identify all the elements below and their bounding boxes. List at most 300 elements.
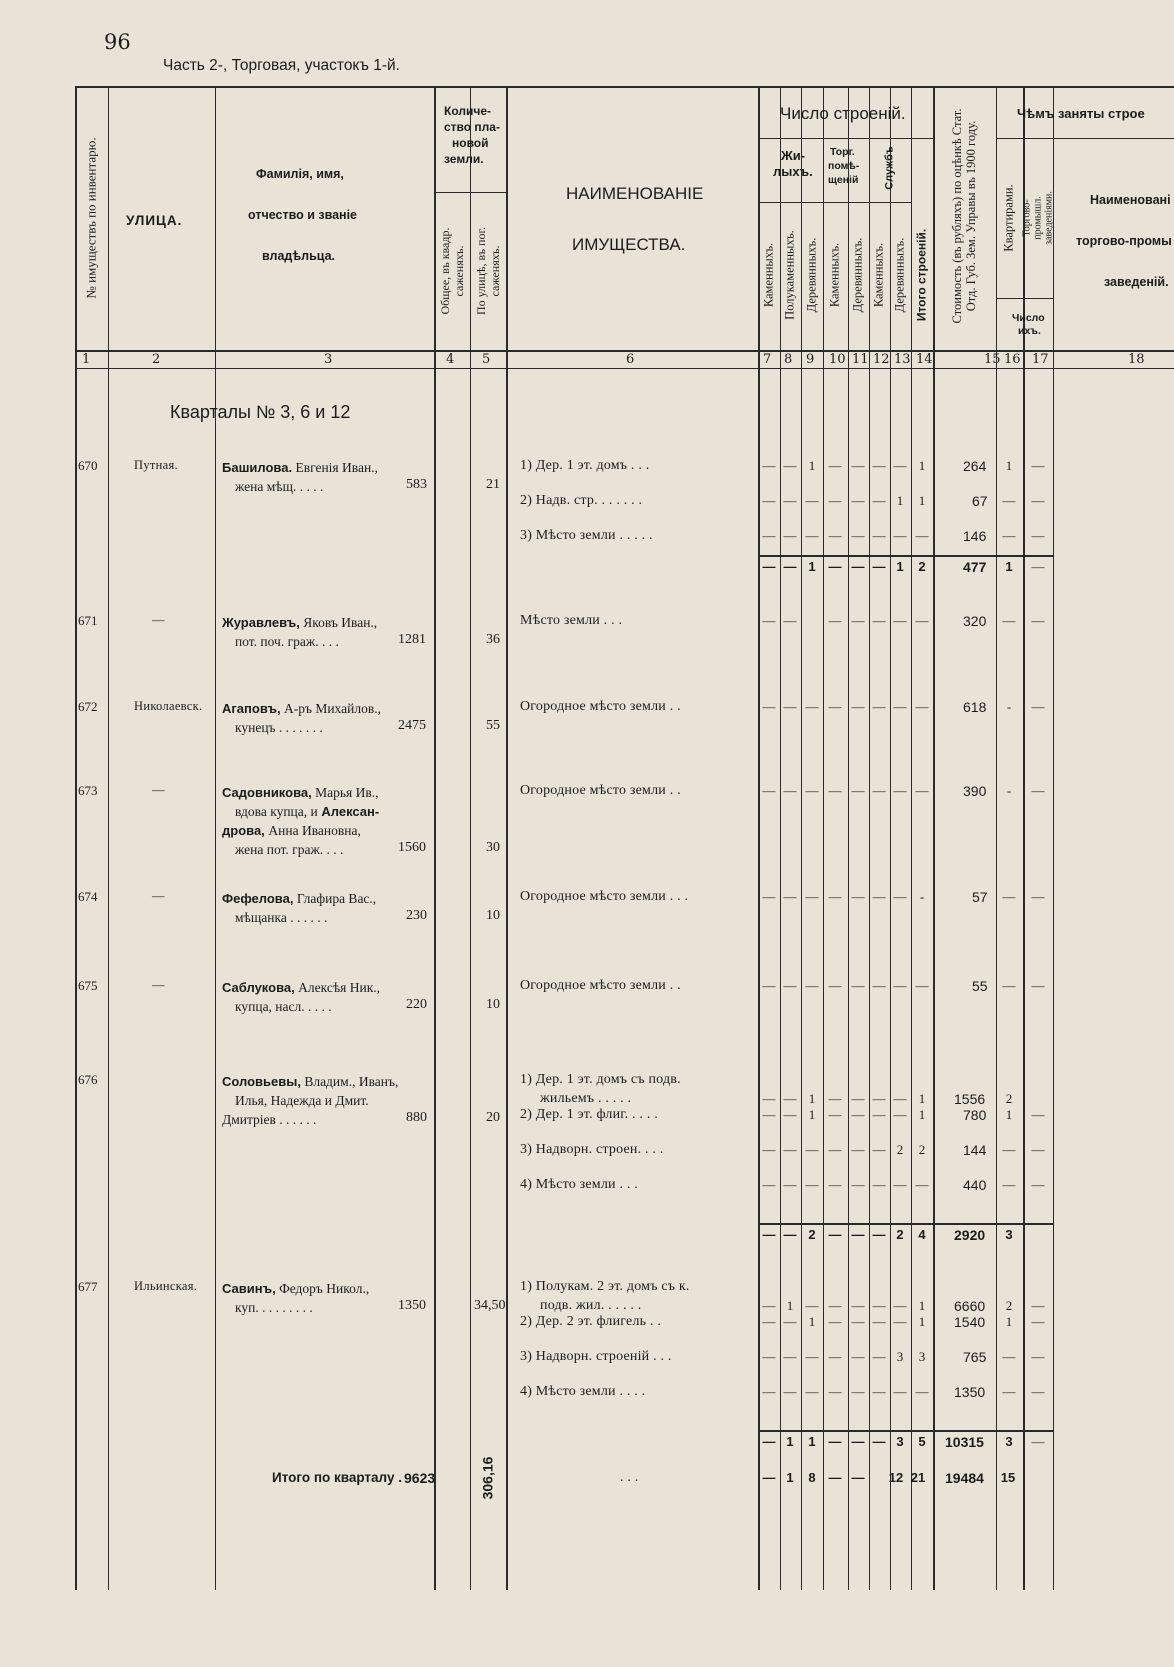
street-name: Путная. bbox=[134, 458, 178, 472]
subtotal-count: 3 bbox=[896, 1434, 904, 1449]
owner-line: кунецъ . . . . . . . bbox=[235, 720, 323, 735]
owner-given-name: Яковъ Иван., bbox=[299, 615, 378, 630]
apartments-count: 1 bbox=[1005, 1107, 1013, 1122]
column-rule-6 bbox=[506, 86, 508, 1590]
quarter-total-count: — bbox=[828, 1470, 842, 1485]
subtotal-count: — bbox=[783, 1227, 797, 1242]
owner-given-name: Владим., Иванъ, bbox=[300, 1074, 399, 1089]
header-buildings-group: Число строеній. bbox=[780, 104, 906, 123]
column-number-2: 2 bbox=[152, 352, 161, 367]
building-count: — bbox=[851, 783, 865, 798]
building-count: — bbox=[783, 1177, 797, 1192]
owner-surname: Соловьевы, bbox=[222, 1074, 301, 1089]
owner-line: пот. поч. граж. . . . bbox=[235, 634, 339, 649]
column-number-13: 13 bbox=[894, 352, 911, 367]
owner-line: куп. . . . . . . . . bbox=[235, 1300, 313, 1315]
building-count: — bbox=[851, 699, 865, 714]
property-item: 1) Дер. 1 эт. домъ . . . bbox=[520, 458, 650, 473]
building-count: 1 bbox=[918, 1107, 926, 1122]
building-count: — bbox=[893, 458, 907, 473]
column-number-4: 4 bbox=[446, 352, 455, 367]
valuation: 780 bbox=[963, 1107, 987, 1123]
header-property-2: ИМУЩЕСТВА. bbox=[572, 235, 686, 254]
building-count: 1 bbox=[896, 493, 904, 508]
building-count: — bbox=[851, 493, 865, 508]
building-count: — bbox=[851, 1142, 865, 1157]
subtotal-count: — bbox=[762, 1227, 776, 1242]
valuation: 264 bbox=[963, 458, 987, 474]
building-count: — bbox=[893, 613, 907, 628]
building-count: 1 bbox=[808, 1107, 816, 1122]
owner-surname: Фефелова, bbox=[222, 891, 294, 906]
header-living-2: лыхъ. bbox=[773, 164, 813, 179]
owner-line: мѣщанка . . . . . . bbox=[235, 910, 328, 925]
header-land-3: новой bbox=[452, 136, 489, 150]
building-count: — bbox=[762, 528, 776, 543]
page-number: 96 bbox=[104, 30, 131, 54]
owner-surname: Садовникова, bbox=[222, 785, 312, 800]
apartments-count: — bbox=[1002, 1177, 1016, 1192]
entry-number: 675 bbox=[78, 978, 98, 993]
trade-count: — bbox=[1031, 1107, 1045, 1122]
valuation: 6660 bbox=[954, 1298, 986, 1314]
building-count: — bbox=[851, 613, 865, 628]
owner-surname: Савинъ, bbox=[222, 1281, 276, 1296]
building-count: — bbox=[783, 458, 797, 473]
quarter-total-dots: . . . bbox=[620, 1470, 639, 1485]
building-count: — bbox=[828, 783, 842, 798]
apartments-count: — bbox=[1002, 528, 1016, 543]
header-land-2: ство пла- bbox=[444, 120, 500, 134]
header-owner-1: Фамилія, имя, bbox=[256, 167, 344, 181]
column-number-3: 3 bbox=[324, 352, 333, 367]
building-count: — bbox=[828, 1349, 842, 1364]
subtotal-trade: — bbox=[1031, 1434, 1045, 1449]
building-count: — bbox=[762, 1298, 776, 1313]
header-c17: Торгово-промышл. заведеніями. bbox=[1021, 191, 1055, 245]
header-c7: Каменныхъ. bbox=[761, 242, 776, 308]
entry-number: 677 bbox=[78, 1279, 98, 1294]
header-trade-1: Торг. bbox=[830, 146, 855, 158]
subtotal-rule bbox=[758, 555, 1053, 557]
property-item: 4) Мѣсто земли . . . bbox=[520, 1177, 638, 1192]
owner-line: жена мѣщ. . . . . bbox=[235, 479, 324, 494]
subtotal-count: — bbox=[851, 559, 865, 574]
owner-detail bbox=[235, 997, 332, 1016]
building-count: — bbox=[805, 889, 819, 904]
owner-name bbox=[222, 458, 378, 477]
buildings-subheader-rule bbox=[758, 138, 933, 139]
land-area: 1281 bbox=[398, 632, 426, 647]
street-name: — bbox=[152, 783, 165, 797]
owner-line: купца, насл. . . . . bbox=[235, 999, 332, 1014]
trade-count: — bbox=[1031, 889, 1045, 904]
subtotal-count: — bbox=[872, 1227, 886, 1242]
entry-number: 676 bbox=[78, 1072, 98, 1087]
subtotal-count: — bbox=[828, 1434, 842, 1449]
building-count: — bbox=[915, 613, 929, 628]
subtotal-count: — bbox=[872, 1434, 886, 1449]
subtotal-count: 2 bbox=[808, 1227, 816, 1242]
header-col4: Общее, въ квадр. саженяхъ. bbox=[438, 227, 466, 315]
building-count: — bbox=[805, 1349, 819, 1364]
building-count: — bbox=[783, 1107, 797, 1122]
building-count: — bbox=[805, 1298, 819, 1313]
apartments-count: — bbox=[1002, 493, 1016, 508]
building-count: — bbox=[893, 528, 907, 543]
property-item: Огородное мѣсто земли . . bbox=[520, 699, 681, 714]
property-item-cont: жильемъ . . . . . bbox=[540, 1091, 632, 1106]
quarter-total-count: — bbox=[851, 1470, 865, 1485]
header-trade-3: щеній bbox=[828, 174, 859, 186]
building-count: — bbox=[828, 1177, 842, 1192]
building-count: — bbox=[851, 458, 865, 473]
entry-number: 670 bbox=[78, 458, 98, 473]
owner-name bbox=[222, 613, 377, 632]
subtotal-valuation: 2920 bbox=[954, 1227, 986, 1243]
subtotal-count: — bbox=[828, 1227, 842, 1242]
entry-number: 672 bbox=[78, 699, 98, 714]
building-count: — bbox=[828, 1384, 842, 1399]
column-number-9: 9 bbox=[806, 352, 815, 367]
street-name: — bbox=[152, 613, 165, 627]
header-c11: Деревянныхъ. bbox=[850, 237, 865, 313]
header-c9: Деревянныхъ. bbox=[804, 237, 819, 313]
building-count: 1 bbox=[918, 1298, 926, 1313]
building-count: — bbox=[872, 889, 886, 904]
quarter-total-valuation: 19484 bbox=[945, 1470, 984, 1486]
owner-line: Дмитріев . . . . . . bbox=[222, 1112, 317, 1127]
building-count: — bbox=[828, 528, 842, 543]
subtotal-count: 1 bbox=[808, 1434, 816, 1449]
running-title: Часть 2-, Торговая, участокъ 1-й. bbox=[163, 57, 400, 74]
building-count: — bbox=[851, 1107, 865, 1122]
building-count: — bbox=[872, 783, 886, 798]
building-count: — bbox=[893, 1177, 907, 1192]
column-rule-9 bbox=[801, 86, 802, 1590]
building-count: — bbox=[851, 889, 865, 904]
column-number-12: 12 bbox=[873, 352, 890, 367]
header-property-1: НАИМЕНОВАНІЕ bbox=[566, 184, 704, 203]
property-item: 4) Мѣсто земли . . . . bbox=[520, 1384, 646, 1399]
owner-name bbox=[222, 783, 379, 802]
quarter-total-front: 306,16 bbox=[479, 1456, 496, 1500]
building-count: — bbox=[893, 699, 907, 714]
apartments-count: — bbox=[1002, 1142, 1016, 1157]
apartments-count: — bbox=[1002, 1384, 1016, 1399]
owner-detail bbox=[235, 477, 323, 496]
valuation: 1350 bbox=[954, 1384, 986, 1400]
trade-count: — bbox=[1031, 699, 1045, 714]
quarter-total-area: 9623 bbox=[404, 1470, 436, 1486]
column-rule-7 bbox=[758, 86, 760, 1590]
trade-count: — bbox=[1031, 1142, 1045, 1157]
header-count-1: Число bbox=[1012, 312, 1045, 324]
building-count: — bbox=[762, 1384, 776, 1399]
building-count: — bbox=[851, 1091, 865, 1106]
header-c8: Полукаменныхъ. bbox=[782, 230, 797, 320]
building-count: — bbox=[783, 889, 797, 904]
valuation: 440 bbox=[963, 1177, 987, 1193]
column-number-1: 1 bbox=[82, 352, 91, 367]
building-count: — bbox=[851, 1298, 865, 1313]
building-count: — bbox=[783, 1314, 797, 1329]
valuation: 55 bbox=[972, 978, 988, 994]
land-area: 880 bbox=[406, 1110, 427, 1125]
building-count: — bbox=[762, 699, 776, 714]
owner-name bbox=[222, 889, 376, 908]
building-count: — bbox=[783, 1142, 797, 1157]
subtotal-count: 2 bbox=[896, 1227, 904, 1242]
building-count: — bbox=[915, 978, 929, 993]
building-count: — bbox=[872, 1384, 886, 1399]
building-count: — bbox=[851, 1314, 865, 1329]
owner-detail bbox=[222, 821, 361, 840]
quarter-total-count: 1 bbox=[786, 1470, 794, 1485]
trade-count: — bbox=[1031, 1298, 1045, 1313]
trade-count: — bbox=[1031, 458, 1045, 473]
column-number-8: 8 bbox=[784, 352, 793, 367]
subtotal-count: — bbox=[762, 1434, 776, 1449]
subtotal-apartments: 3 bbox=[1005, 1227, 1013, 1242]
building-count: — bbox=[783, 1349, 797, 1364]
owner-detail bbox=[235, 1091, 369, 1110]
building-count: — bbox=[805, 493, 819, 508]
subtotal-trade: — bbox=[1031, 559, 1045, 574]
building-count: — bbox=[893, 1384, 907, 1399]
co-owner-surname: Алексан- bbox=[317, 804, 380, 819]
trade-count: — bbox=[1031, 783, 1045, 798]
entry-number: 671 bbox=[78, 613, 98, 628]
owner-name bbox=[222, 699, 381, 718]
property-item: 1) Дер. 1 эт. домъ съ подв. bbox=[520, 1072, 681, 1087]
building-count: — bbox=[828, 699, 842, 714]
building-count: — bbox=[851, 978, 865, 993]
building-count: — bbox=[805, 978, 819, 993]
street-frontage: 36 bbox=[486, 632, 500, 647]
header-owner-2: отчество и званіе bbox=[248, 208, 358, 222]
valuation: 57 bbox=[972, 889, 988, 905]
column-rule-4 bbox=[434, 86, 436, 1590]
building-count: — bbox=[762, 613, 776, 628]
header-occupied-group: Чѣмъ заняты строе bbox=[1017, 106, 1145, 121]
building-count: — bbox=[828, 1314, 842, 1329]
trade-count: — bbox=[1031, 1384, 1045, 1399]
building-count: 1 bbox=[918, 1314, 926, 1329]
building-count: 2 bbox=[918, 1142, 926, 1157]
building-count: — bbox=[783, 699, 797, 714]
property-item: 2) Надв. стр. . . . . . . bbox=[520, 493, 643, 508]
subtotal-count: — bbox=[828, 559, 842, 574]
subtotal-count: — bbox=[851, 1227, 865, 1242]
co-owner-surname: дрова, bbox=[222, 823, 269, 838]
valuation: 146 bbox=[963, 528, 987, 544]
building-count: — bbox=[805, 783, 819, 798]
apartments-count: 1 bbox=[1005, 1314, 1013, 1329]
land-subheader-rule bbox=[434, 192, 506, 193]
owner-surname: Журавлевъ, bbox=[222, 615, 300, 630]
building-count: — bbox=[828, 1107, 842, 1122]
valuation: 1540 bbox=[954, 1314, 986, 1330]
building-count: 2 bbox=[896, 1142, 904, 1157]
trade-count: — bbox=[1031, 1314, 1045, 1329]
owner-given-name: Федоръ Никол., bbox=[275, 1281, 370, 1296]
column-number-15: 15 bbox=[984, 352, 1001, 367]
header-c16: Квартирами. bbox=[1001, 184, 1016, 252]
header-owner-3: владѣльца. bbox=[262, 249, 336, 263]
owner-name bbox=[222, 1072, 398, 1091]
building-count: — bbox=[783, 978, 797, 993]
building-count: — bbox=[828, 1298, 842, 1313]
header-c10: Каменныхъ. bbox=[827, 242, 842, 308]
owner-given-name: Евгенія Иван., bbox=[292, 460, 378, 475]
building-count: — bbox=[893, 1091, 907, 1106]
trade-count: — bbox=[1031, 493, 1045, 508]
owner-detail bbox=[235, 718, 323, 737]
building-count: — bbox=[762, 458, 776, 473]
owner-detail bbox=[235, 632, 339, 651]
owner-given-name: Глафира Вас., bbox=[293, 891, 377, 906]
column-rule-15 bbox=[933, 86, 935, 1590]
column-rule-5 bbox=[470, 86, 471, 1590]
subtotal-count: 1 bbox=[896, 559, 904, 574]
column-rule-18 bbox=[1053, 86, 1054, 1590]
property-item: 3) Мѣсто земли . . . . . bbox=[520, 528, 653, 543]
building-count: — bbox=[783, 528, 797, 543]
street-frontage bbox=[474, 1298, 506, 1314]
building-count: — bbox=[872, 978, 886, 993]
column-number-6: 6 bbox=[626, 352, 635, 367]
building-count: — bbox=[851, 528, 865, 543]
valuation: 1556 bbox=[954, 1091, 986, 1107]
building-count: — bbox=[828, 978, 842, 993]
property-item: 1) Полукам. 2 эт. домъ съ к. bbox=[520, 1279, 690, 1294]
owner-surname: Агаповъ, bbox=[222, 701, 281, 716]
quarter-total-apartments: 15 bbox=[1000, 1470, 1016, 1485]
building-count: — bbox=[872, 699, 886, 714]
building-count: — bbox=[893, 783, 907, 798]
building-count: — bbox=[828, 1142, 842, 1157]
apartments-count: 2 bbox=[1005, 1298, 1013, 1313]
quarter-total-count: 12 bbox=[888, 1470, 904, 1485]
table-top-rule bbox=[75, 86, 1174, 88]
subtotal-count: 4 bbox=[918, 1227, 926, 1242]
trade-count: — bbox=[1031, 978, 1045, 993]
owner-given-name: Марья Ив., bbox=[311, 785, 379, 800]
street-name: Николаевск. bbox=[134, 699, 203, 713]
building-count: — bbox=[872, 1298, 886, 1313]
column-rule-8 bbox=[780, 86, 781, 1590]
building-count: — bbox=[872, 1142, 886, 1157]
land-area: 583 bbox=[406, 477, 427, 492]
apartments-count: — bbox=[1002, 978, 1016, 993]
building-count: 1 bbox=[808, 1314, 816, 1329]
building-count: — bbox=[762, 1107, 776, 1122]
column-number-7: 7 bbox=[763, 352, 772, 367]
column-rule-3 bbox=[215, 86, 216, 1590]
building-count: — bbox=[762, 1177, 776, 1192]
building-count: 3 bbox=[918, 1349, 926, 1364]
building-count: — bbox=[762, 978, 776, 993]
column-rule-10 bbox=[823, 86, 824, 1590]
building-count: — bbox=[805, 699, 819, 714]
owner-detail: жена пот. граж. . . . bbox=[235, 842, 344, 857]
building-count: — bbox=[915, 699, 929, 714]
property-item: 3) Надворн. строеній . . . bbox=[520, 1349, 672, 1364]
building-count: 1 bbox=[918, 493, 926, 508]
property-item-cont: подв. жил. . . . . . bbox=[540, 1298, 642, 1313]
building-count: — bbox=[872, 493, 886, 508]
street-name: — bbox=[152, 889, 165, 903]
quarter-total-label: Итого по кварталу . bbox=[272, 1470, 402, 1485]
building-count: — bbox=[915, 528, 929, 543]
column-number-5: 5 bbox=[482, 352, 491, 367]
column-rule-2 bbox=[108, 86, 109, 1590]
building-count: 1 bbox=[808, 1091, 816, 1106]
owner-given-name: Алексѣя Ник., bbox=[294, 980, 381, 995]
trade-count: — bbox=[1031, 528, 1045, 543]
building-count: 1 bbox=[918, 1091, 926, 1106]
property-item: 2) Дер. 1 эт. флиг. . . . . bbox=[520, 1107, 658, 1122]
building-count: — bbox=[828, 889, 842, 904]
building-count: — bbox=[762, 783, 776, 798]
header-c18-1: Наименовані bbox=[1090, 193, 1171, 207]
apartments-count: — bbox=[1002, 889, 1016, 904]
building-count: — bbox=[805, 528, 819, 543]
subtotal-valuation: 477 bbox=[963, 559, 987, 575]
building-count: — bbox=[783, 1091, 797, 1106]
street-frontage: 30 bbox=[486, 840, 500, 855]
column-number-14: 14 bbox=[916, 352, 933, 367]
street-frontage: 10 bbox=[486, 997, 500, 1012]
property-item: 3) Надворн. строен. . . . bbox=[520, 1142, 664, 1157]
property-item: Огородное мѣсто земли . . bbox=[520, 783, 681, 798]
building-count: — bbox=[851, 1177, 865, 1192]
owner-line: вдова купца, и bbox=[235, 804, 318, 819]
building-count: — bbox=[762, 1349, 776, 1364]
building-count: — bbox=[805, 1142, 819, 1157]
subtotal-count: 1 bbox=[786, 1434, 794, 1449]
street-frontage: 20 bbox=[486, 1110, 500, 1125]
column-rule-13 bbox=[890, 86, 891, 1590]
header-land-4: земли. bbox=[444, 152, 484, 166]
column-rule-12 bbox=[869, 86, 870, 1590]
land-area: 220 bbox=[406, 997, 427, 1012]
column-number-16: 16 bbox=[1004, 352, 1021, 367]
valuation: 144 bbox=[963, 1142, 987, 1158]
trade-count: — bbox=[1031, 1349, 1045, 1364]
apartments-count: - bbox=[1006, 783, 1012, 798]
building-count: — bbox=[872, 1177, 886, 1192]
property-item: Огородное мѣсто земли . . . bbox=[520, 889, 689, 904]
entry-number: 673 bbox=[78, 783, 98, 798]
building-count: — bbox=[783, 783, 797, 798]
building-count: — bbox=[762, 889, 776, 904]
column-number-18: 18 bbox=[1128, 352, 1145, 367]
subtotal-count: — bbox=[762, 559, 776, 574]
quarter-total-count: 21 bbox=[910, 1470, 926, 1485]
subtotal-count: — bbox=[851, 1434, 865, 1449]
header-street: УЛИЦА. bbox=[126, 213, 183, 228]
valuation: 618 bbox=[963, 699, 987, 715]
building-count: — bbox=[783, 493, 797, 508]
header-count-2: ихъ. bbox=[1018, 325, 1041, 337]
property-item: Огородное мѣсто земли . . bbox=[520, 978, 681, 993]
header-c15: Стоимость (въ рубляхъ) по оцѣнкѣ Стат. Отд. Губ. Зем. Управы въ 1900 году. bbox=[950, 108, 978, 324]
building-count: — bbox=[762, 493, 776, 508]
header-c13: Деревянныхъ. bbox=[892, 237, 907, 313]
building-count: — bbox=[828, 613, 842, 628]
